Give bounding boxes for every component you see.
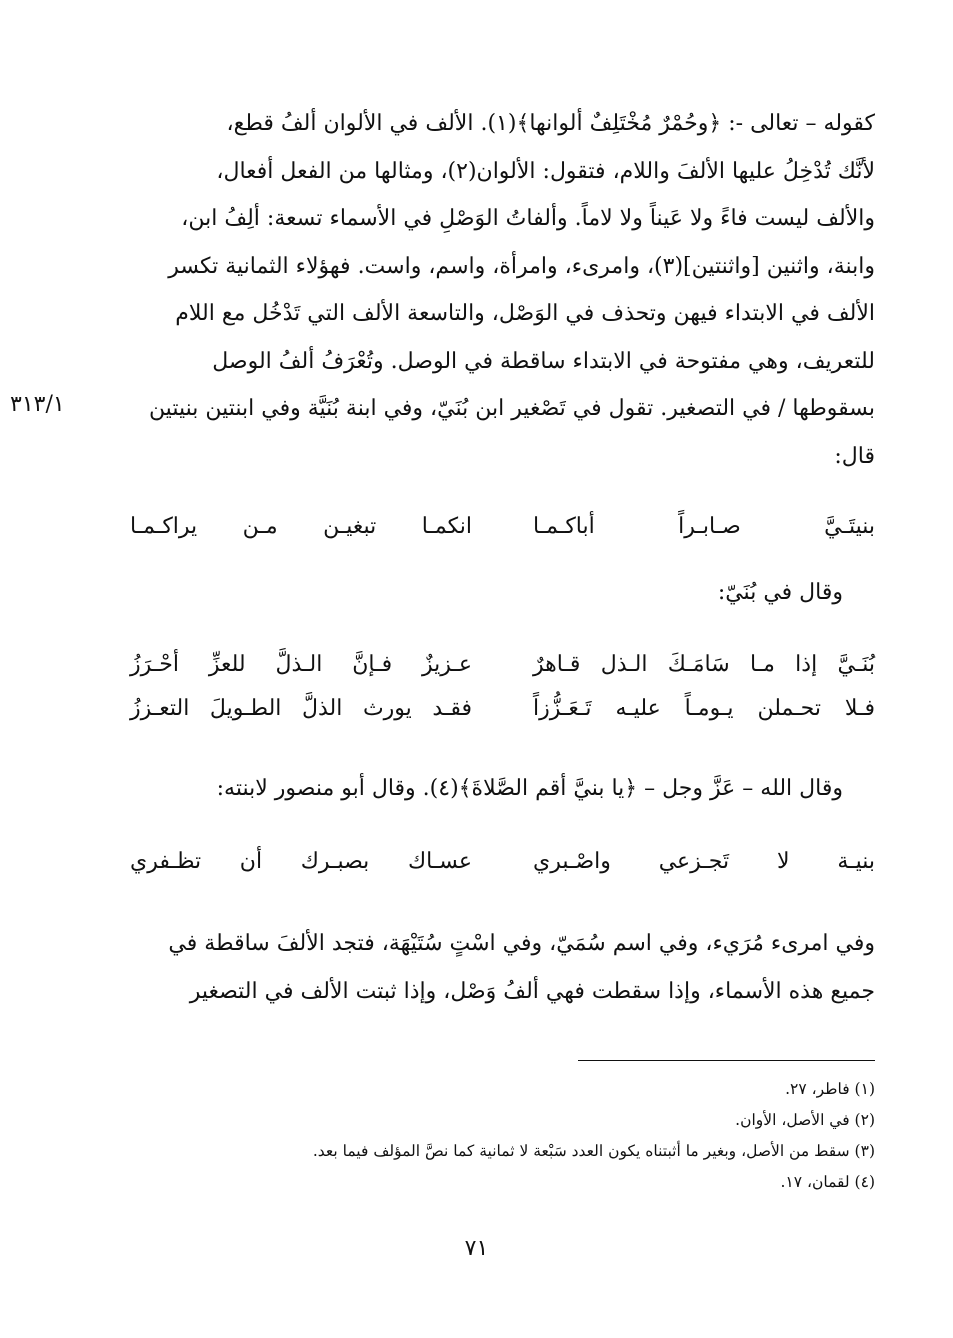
footnote: (٤) لقمان، ١٧. [780, 1173, 875, 1191]
verse-word: عـزيزٌ [422, 651, 472, 677]
verse-word: إذا [795, 651, 818, 677]
verse-word: بنيـة [837, 848, 875, 874]
verse-word: مـا [749, 651, 775, 677]
verse-word: واصْـبري [533, 848, 611, 874]
verse-first-hemistich [533, 696, 875, 721]
verse-second-hemistich [130, 696, 472, 721]
verse-word: للعزِّ [208, 651, 246, 677]
verse-word: أن [239, 848, 263, 874]
text-line: جميع هذه الأسماء، وإذا سقطت فهي ألفُ وَصْل، وإذا ثبتت الألف في التصغير [189, 978, 875, 1004]
text-line: والألف ليست فاءً ولا عَيناً ولا لاماً. وألفاتُ الوَصْلِ في الأسماء تسعة: ألِفُ ابن، [181, 206, 875, 231]
verse-word: بُنَـيَّ [837, 651, 875, 677]
verse-line [130, 688, 875, 728]
verse-word: التعـززُ [130, 695, 190, 721]
verse-first-hemistich [533, 514, 875, 539]
verse-second-hemistich [130, 514, 472, 539]
verse-intro: وقال الله – عَزَّ وجل – ﴿يا بنيَّ أقم الصَّلاةَ﴾(٤). وقال أبو منصور لابنته: [216, 776, 843, 801]
margin-folio-reference: ٣١٣/١ [10, 392, 65, 417]
verse-word: يـومـاً [684, 695, 734, 721]
verse-word: تَـعَـزُّزاً [533, 695, 592, 721]
verse-word: مـن [242, 513, 278, 539]
paragraph-main [130, 100, 875, 480]
verse-word: تبغيـن [323, 513, 377, 539]
verse-word: عسـاك [407, 848, 472, 874]
text-line: قال: [834, 443, 875, 469]
footnote: (٢) في الأصل، الأوان. [735, 1111, 875, 1129]
verse-word: الطـويلَ [209, 695, 282, 721]
verse-word: أباكـمـا [533, 513, 595, 539]
verse-word: تظـفري [130, 848, 202, 874]
verse-word: لا [776, 848, 790, 874]
footnote: (٣) سقط من الأصل، وبغير ما أثبتناه يكون العدد سَبْعة لا ثمانية كما نصَّ المؤلف فيما بعد. [312, 1142, 875, 1160]
verse-line [130, 644, 875, 684]
verse-word: بصبـرك [300, 848, 370, 874]
verse-word: يراكـمـا [130, 513, 198, 539]
verse-word: الـذل [600, 651, 648, 677]
text-line: بسقوطها / في التصغير. تقول في تَصْغير ابن بُنَيّ، وفي ابنة بُنَيَّة وفي ابنتين بنيتين [148, 396, 875, 421]
verse-first-hemistich [533, 849, 875, 874]
footnote-divider [578, 1060, 875, 1061]
verse-word: الذلَّ [301, 695, 343, 721]
text-line: كقوله – تعالى -: ﴿وحُمْرٌ مُخْتَلِفٌ ألوانها﴾(١). الألف في الألوان ألفُ قطع، [226, 111, 875, 136]
text-line: لأنَّك تُدْخِلُ عليها الألفَ واللام، فتقول: الألوان(٢)، ومثالها من الفعل أفعال، [216, 158, 875, 184]
verse-word: صـابـراً [678, 513, 741, 539]
verse-line [130, 506, 875, 546]
verse-word: انكمـا [421, 513, 472, 539]
verse-intro: وقال في بُنَيّ: [717, 580, 843, 605]
verse-first-hemistich [533, 652, 875, 677]
verse-word: يورث [362, 695, 412, 721]
footnotes [313, 1074, 875, 1198]
verse-word: الـذلَّ [275, 651, 323, 677]
text-line: وابنة، واثنين [واثنتين](٣)، وامرىء، وامرأة، واسم، واست. فهؤلاء الثمانية تكسر [168, 253, 875, 279]
verse-word: فـإنَّ [352, 651, 393, 677]
verse-word: عليـه [615, 695, 661, 721]
text-line: وفي امرىء مُرَيء، وفي اسم سُمَيّ، وفي اسْتٍ سُتَيْهَة، فتجد الألفَ ساقطة في [168, 931, 875, 956]
verse-word: قـاهرٌ [533, 651, 581, 677]
text-line: للتعريف، وهي مفتوحة في الابتداء ساقطة في الوصل. وتُعْرَفُ ألفُ الوصل [212, 348, 875, 374]
verse-line [130, 841, 875, 881]
verse-word: تحـملن [757, 695, 821, 721]
verse-word: سَامَـكَ [667, 651, 730, 677]
verse-word: فـلا [844, 695, 875, 721]
verse-word: فقـد [432, 695, 472, 721]
verse-word: أحْـرَزُ [130, 651, 179, 677]
verse-word: بنيتَـيَّ [824, 513, 875, 539]
page-number: ٧١ [464, 1236, 489, 1261]
verse-word: تَجـزعي [658, 848, 730, 874]
verse-second-hemistich [130, 652, 472, 677]
text-line: الألف في الابتداء فيهن وتحذف في الوَصْل، والتاسعة الألف التي تَدْخُل مع اللام [175, 301, 875, 326]
paragraph-continuation [130, 920, 875, 1015]
verse-second-hemistich [130, 849, 472, 874]
footnote: (١) فاطر، ٢٧. [785, 1080, 875, 1098]
